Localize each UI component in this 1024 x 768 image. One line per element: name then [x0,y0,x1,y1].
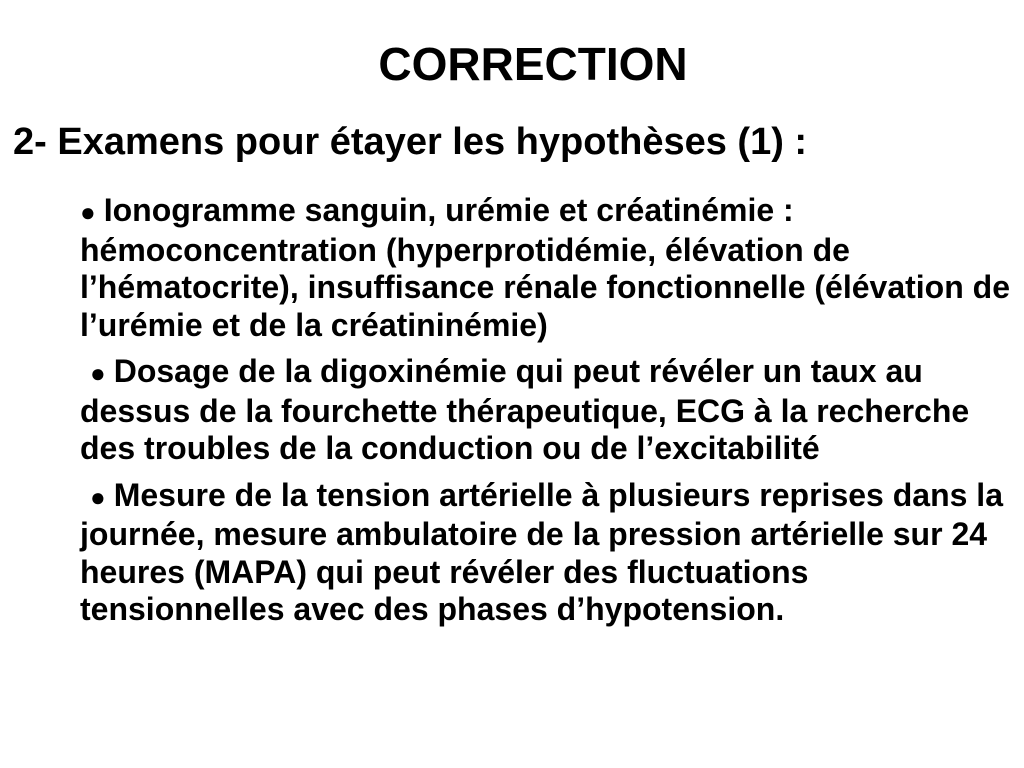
bullet-list [80,192,1010,638]
bullet-dot-icon: ● [80,197,96,227]
bullet-item [80,192,1010,344]
bullet-text: Dosage de la digoxinémie qui peut révéler un taux au dessus de la fourchette thérapeutique, ECG à la recherche des troubles de la conduction ou de l’excitabilité [80,353,970,466]
bullet-item [80,477,1010,629]
bullet-dot-icon: ● [90,358,106,388]
slide-subtitle: 2- Examens pour étayer les hypothèses (1) : [13,121,808,163]
slide-title: CORRECTION [378,38,688,90]
bullet-dot-icon: ● [90,481,106,512]
bullet-text: Ionogramme sanguin, urémie et créatinémie : hémoconcentration (hyperprotidémie, élévation de l’hématocrite), insuffisance rénale fonctionnelle (élévation de l’urémie et de la créatininémie) [80,192,1010,343]
bullet-text: Mesure de la tension artérielle à plusieurs reprises dans la journée, mesure ambulatoire de la pression artérielle sur 24 heures (MAPA) qui peut révéler des fluctuations tensionnelles avec des phases d’hypotension. [80,476,1003,627]
bullet-item [80,353,1010,468]
